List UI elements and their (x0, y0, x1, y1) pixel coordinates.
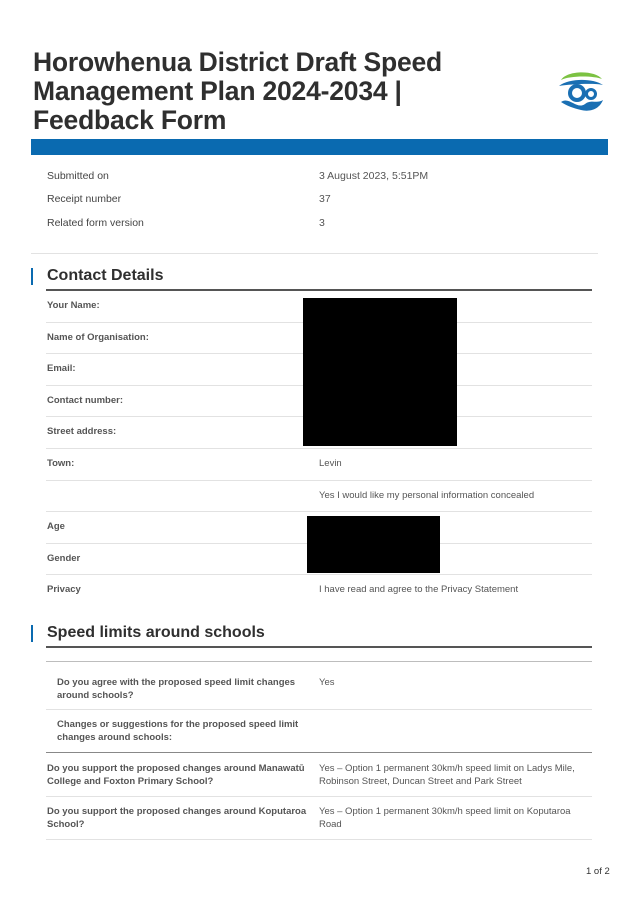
question-text: Changes or suggestions for the proposed speed limit changes around schools: (57, 719, 299, 743)
meta-label: Related form version (47, 216, 144, 229)
divider (31, 253, 598, 254)
meta-row (31, 211, 598, 235)
field-label: Privacy (47, 584, 81, 596)
question-text: Do you support the proposed changes around Manawatū College and Foxton Primary School? (47, 763, 305, 787)
meta-value: 3 (319, 216, 325, 229)
redaction-block (307, 516, 440, 573)
field-label: Contact number: (47, 394, 123, 406)
field-value: Levin (319, 457, 342, 469)
section-title: Speed limits around schools (47, 624, 265, 641)
page-number: 1 of 2 (586, 866, 610, 877)
field-label: Your Name: (47, 300, 100, 311)
divider (46, 839, 592, 840)
table-row (46, 449, 592, 481)
field-value: Yes I would like my personal information concealed (319, 489, 535, 501)
field-label: Email: (47, 363, 76, 375)
answer-text: Yes – Option 1 permanent 30km/h speed limit on Koputaroa Road (319, 806, 571, 830)
redaction-block (303, 298, 457, 446)
section-accent (31, 268, 33, 285)
field-value: I have read and agree to the Privacy Statement (319, 584, 519, 596)
section-heading-schools (31, 622, 265, 644)
meta-row (31, 164, 598, 188)
divider (46, 796, 592, 797)
question-text: Do you support the proposed changes around Koputaroa School? (47, 806, 307, 830)
answer-text: Yes (319, 677, 335, 688)
field-label: Town: (47, 457, 75, 469)
meta-label: Receipt number (47, 193, 122, 206)
table-row (46, 481, 592, 513)
field-label: Name of Organisation: (47, 331, 149, 343)
field-label: Street address: (47, 426, 117, 438)
divider (46, 661, 592, 662)
field-label: Age (47, 521, 65, 533)
section-accent (31, 625, 33, 642)
submission-meta (31, 164, 598, 235)
question-text: Do you agree with the proposed speed limit changes around schools? (57, 677, 296, 701)
meta-value: 37 (319, 193, 331, 206)
meta-row (31, 188, 598, 212)
field-label: Gender (47, 552, 81, 564)
section-title: Contact Details (47, 267, 164, 284)
section-rule (46, 646, 592, 648)
divider (46, 752, 592, 753)
table-row (46, 575, 592, 607)
meta-label: Submitted on (47, 169, 109, 182)
header-bar (31, 139, 608, 155)
meta-value: 3 August 2023, 5:51PM (319, 169, 429, 182)
section-heading-contact (31, 265, 163, 287)
page-title: Horowhenua District Draft Speed Management Plan 2024-2034 | Feedback Form (33, 47, 443, 135)
divider (46, 709, 592, 710)
council-logo-icon (555, 66, 607, 118)
answer-text: Yes – Option 1 permanent 30km/h speed limit on Ladys Mile, Robinson Street, Duncan Street and Park Street (319, 763, 575, 787)
